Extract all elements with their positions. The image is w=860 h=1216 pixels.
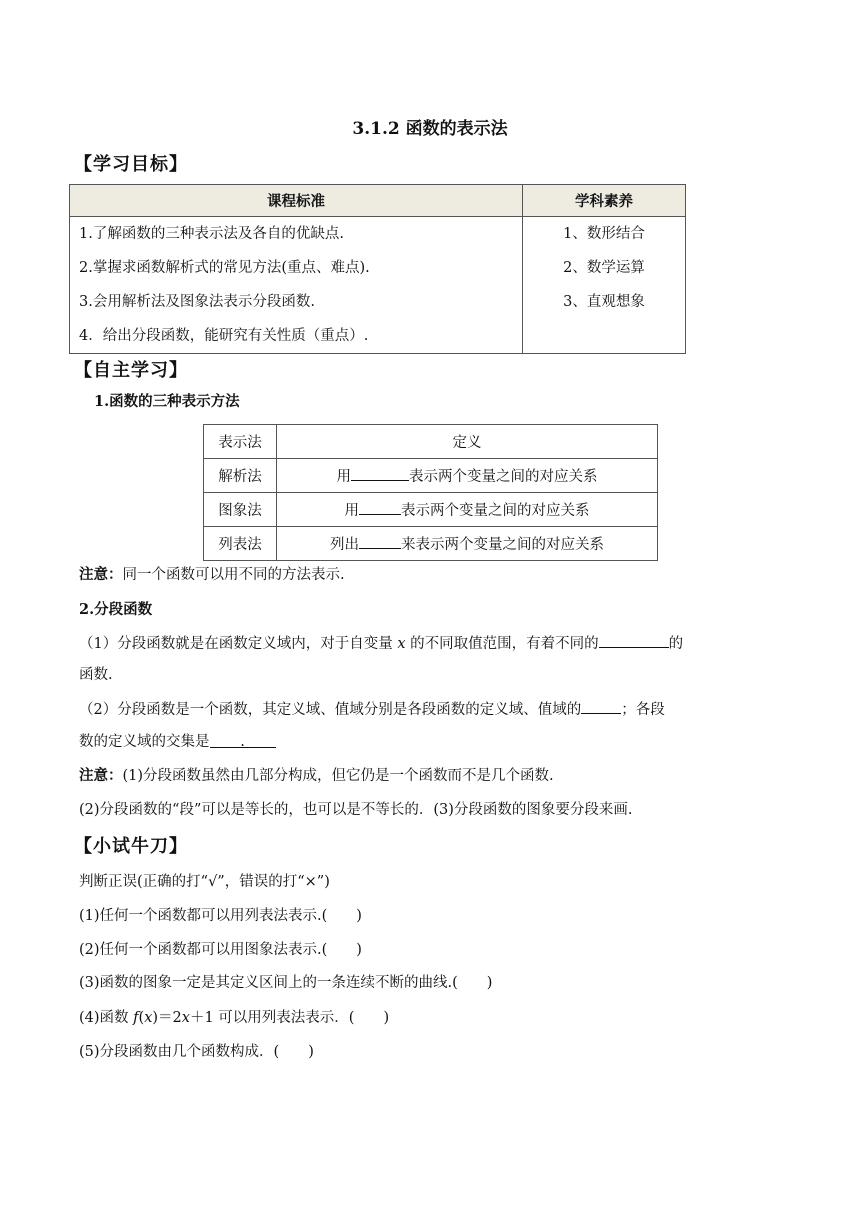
part2-note-2: (2)分段函数的“段”可以是等长的，也可以是不等长的．(3)分段函数的图象要分段来画. <box>79 802 633 818</box>
part2-paragraph-1-cont: 函数. <box>79 667 113 683</box>
literacy-item: 1、数形结合 <box>563 226 645 242</box>
method-definition <box>277 459 658 493</box>
math-variable: f <box>133 1010 139 1026</box>
standard-item: 3.会用解析法及图象法表示分段函数. <box>79 294 315 310</box>
standard-item: 2.掌握求函数解析式的常见方法(重点、难点). <box>79 260 370 276</box>
part2-paragraph-1 <box>79 632 683 654</box>
part2-note-1 <box>79 766 554 786</box>
math-variable: x <box>181 1010 190 1026</box>
literacy-item: 3、直观想象 <box>563 294 645 310</box>
practice-question: (3)函数的图象一定是其定义区间上的一条连续不断的曲线.( ) <box>79 975 493 991</box>
literacy-item: 2、数学运算 <box>563 260 645 276</box>
method-definition <box>277 493 658 527</box>
definition-suffix: 表示两个变量之间的对应关系 <box>401 503 590 519</box>
practice-question: (2)任何一个函数都可以用图象法表示.( ) <box>79 942 362 958</box>
standard-item: 4．给出分段函数，能研究有关性质（重点）. <box>79 328 369 344</box>
part2-heading: 2.分段函数 <box>79 601 153 618</box>
section-heading-goals: 【学习目标】 <box>74 154 188 175</box>
fill-blank <box>359 499 401 515</box>
fill-blank <box>581 698 621 714</box>
goals-header-literacy: 学科素养 <box>523 185 686 217</box>
method-name: 列表法 <box>204 527 277 561</box>
goals-literacy-cell <box>523 217 686 354</box>
practice-instruction: 判断正误(正确的打“√”，错误的打“×”) <box>79 874 330 890</box>
definition-suffix: 表示两个变量之间的对应关系 <box>409 469 598 485</box>
method-definition <box>277 527 658 561</box>
table-row <box>204 493 658 527</box>
goals-standards-cell <box>70 217 523 354</box>
math-variable: x <box>144 1010 153 1026</box>
note-label: 注意： <box>79 566 123 583</box>
table-row <box>204 459 658 493</box>
method-name: 解析法 <box>204 459 277 493</box>
text-run: (4)函数 <box>79 1010 134 1026</box>
text-run: )＝2 <box>152 1010 182 1026</box>
table-row <box>204 527 658 561</box>
text-run: （1）分段函数就是在函数定义域内，对于自变量 <box>79 636 398 652</box>
definition-prefix: 列出 <box>330 537 359 553</box>
fill-blank <box>599 632 669 648</box>
section-heading-practice: 【小试牛刀】 <box>74 836 188 857</box>
standard-item: 1.了解函数的三种表示法及各自的优缺点. <box>79 226 344 242</box>
note-text: 同一个函数可以用不同的方法表示. <box>122 567 345 583</box>
definition-prefix: 用 <box>336 469 351 485</box>
methods-header-method: 表示法 <box>204 425 277 459</box>
practice-question: (5)分段函数由几个函数构成．( ) <box>79 1044 314 1060</box>
method-name: 图象法 <box>204 493 277 527</box>
note-label: 注意： <box>79 767 123 784</box>
definition-prefix: 用 <box>344 503 359 519</box>
practice-question: (1)任何一个函数都可以用列表法表示.( ) <box>79 908 362 924</box>
methods-header-definition: 定义 <box>277 425 658 459</box>
text-run: 的 <box>668 636 684 652</box>
fill-blank <box>210 732 276 748</box>
fill-blank <box>359 533 401 549</box>
math-variable: x <box>397 636 406 652</box>
fill-blank <box>351 465 409 481</box>
text-run: ( <box>138 1010 145 1026</box>
goals-table <box>69 184 686 354</box>
part2-paragraph-2-cont <box>79 732 276 752</box>
text-run: ＋1 可以用列表法表示．( ) <box>189 1010 390 1026</box>
text-run: 数的定义域的交集是 <box>79 734 210 750</box>
text-run: . <box>240 734 245 750</box>
text-run: 的不同取值范围，有着不同的 <box>405 636 599 652</box>
practice-question <box>79 1008 389 1028</box>
text-run: ；各段 <box>621 702 665 718</box>
part1-note <box>79 565 345 585</box>
page-title: 3.1.2 函数的表示法 <box>352 119 508 139</box>
note-text: (1)分段函数虽然由几部分构成，但它仍是一个函数而不是几个函数. <box>122 768 554 784</box>
part2-paragraph-2 <box>79 698 665 720</box>
goals-header-standard: 课程标准 <box>70 185 523 217</box>
methods-table <box>203 424 658 561</box>
definition-suffix: 来表示两个变量之间的对应关系 <box>401 537 604 553</box>
text-run: （2）分段函数是一个函数，其定义域、值域分别是各段函数的定义域、值域的 <box>79 702 582 718</box>
section-heading-self-study: 【自主学习】 <box>74 360 188 381</box>
part1-heading: 1.函数的三种表示方法 <box>94 393 240 410</box>
